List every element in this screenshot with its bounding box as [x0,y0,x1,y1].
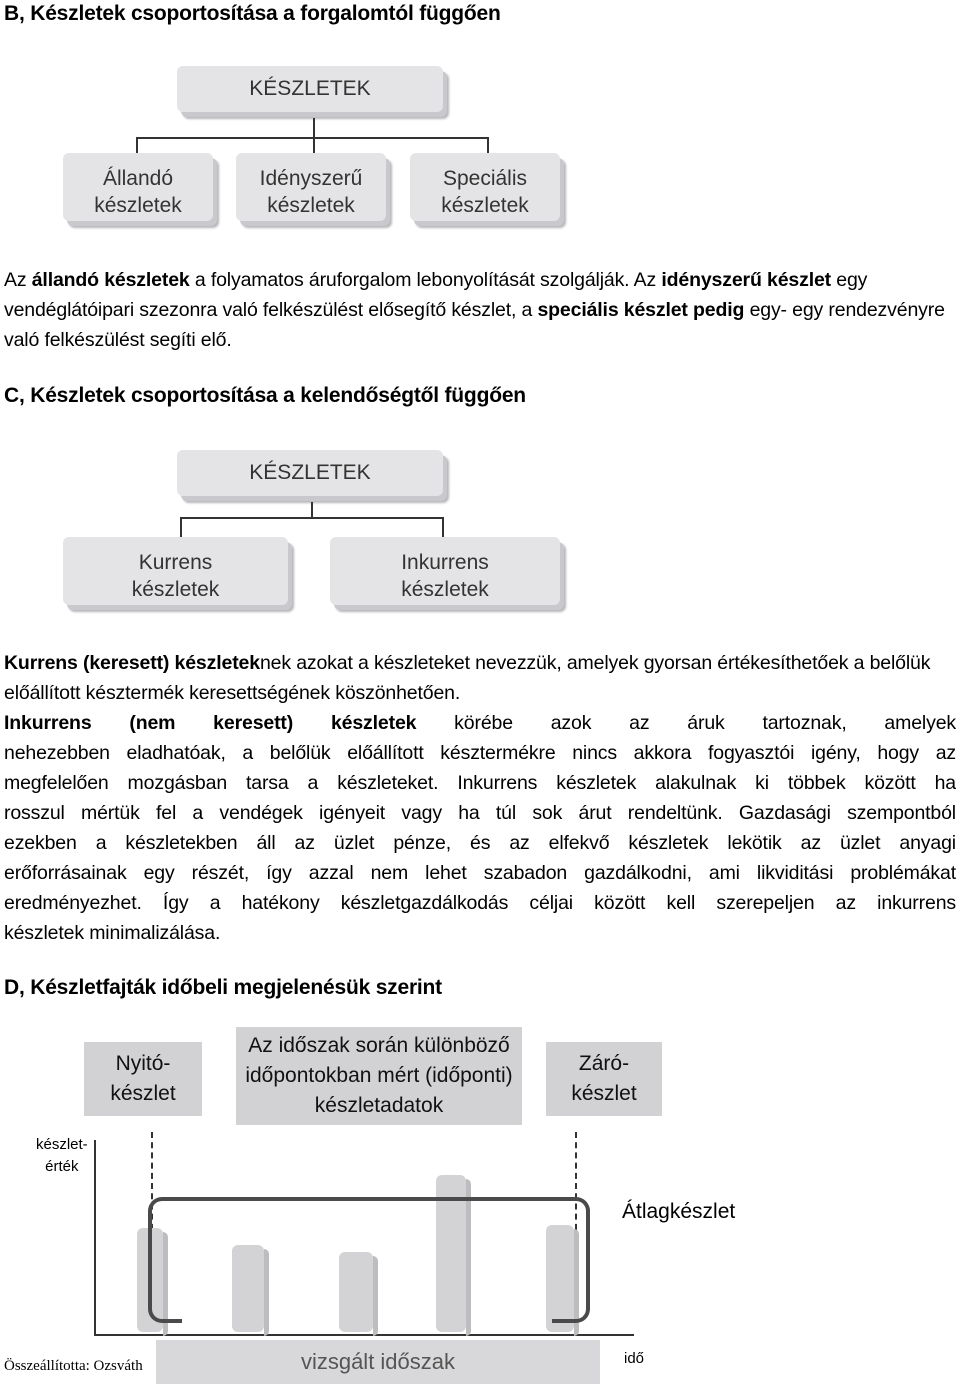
paragraph-text: egy vendéglátóipari szezonra való felkészülést elősegítő készlet, a [4,269,868,321]
box-line: Idényszerű [259,167,363,190]
x-axis-label: idő [624,1350,645,1367]
idenyszeru-box [236,153,386,221]
x-axis [94,1334,634,1336]
connector [180,517,182,537]
box-line: készletek [94,194,182,217]
kurrens-text: nek azokat a készleteket nevezzük, amelyek gyorsan értékesíthetőek a belőlük előállított késztermék keresettségének köszönhetően. [4,652,931,704]
zaro-keszlet-box [546,1042,662,1116]
box-line: készletek [441,194,529,217]
paragraph-text: Az [4,269,32,291]
label-line: érték [45,1158,79,1175]
period-box [156,1340,600,1384]
footer-author: Összeállította: Ozsváth [4,1358,143,1374]
section-c-heading: C, Készletek csoportosítása a kelendőségtől függően [4,384,526,407]
box-line: Nyitó- [115,1052,171,1075]
connector [180,517,444,519]
paragraph-text: a folyamatos áruforgalom lebonyolítását szolgálják. Az [189,269,662,291]
bold-term: idényszerű készlet [661,269,832,291]
paragraph-line: rosszul mértük fel a vendégek igényeit vagy ha túl sok árut rendeltünk. Gazdasági szempontból [4,802,956,824]
box-line: készlet [571,1082,637,1105]
kurrens-bold-term: Kurrens (keresett) készletek [4,652,260,674]
box-line: készletek [267,194,355,217]
box-line: Speciális [442,167,528,190]
connector [442,517,444,537]
box-line: Kurrens [138,551,213,574]
connector [136,137,488,139]
bold-term: állandó készletek [31,269,190,291]
allando-box [63,153,213,221]
idoponti-keszlet-box [236,1027,522,1125]
paragraph-line: erőforrásainak egy részét, így azzal nem lehet szabadon gazdálkodni, ami likviditási problémákat [4,862,956,884]
paragraph-line: megfelelően mozgásban tarsa a készleteket. Inkurrens készletek alakulnak ki többek között ha [4,772,956,794]
y-axis-label [36,1134,88,1178]
connector [313,118,315,138]
box-line: Inkurrens [401,551,489,574]
bold-term: speciális készlet pedig [537,299,745,321]
box-line: készletek [131,578,220,601]
root-box [177,66,443,112]
average-label: Átlagkészlet [622,1200,736,1223]
root-label: KÉSZLETEK [249,461,371,484]
box-line: Az időszak során különböző [248,1034,510,1057]
y-axis [94,1140,96,1335]
box-line: készletadatok [314,1094,444,1117]
average-bracket-right [552,1197,590,1323]
box-line: Állandó [102,167,174,190]
kurrens-paragraph [4,648,956,708]
label-line: készlet- [36,1136,88,1153]
section-b-heading: B, Készletek csoportosítása a forgalomtól függően [4,2,501,25]
paragraph-line: ezekben a készletekben áll az üzlet pénze, és az elfekvő készletek lekötik az üzlet anyagi [4,832,956,854]
stock-bar [339,1252,373,1332]
average-bracket-left [148,1197,182,1323]
kurrens-box [63,537,288,605]
paragraph-line: készletek minimalizálása. [4,922,221,944]
root-box [177,450,443,496]
box-line: készlet [110,1082,176,1105]
stock-bar [232,1245,264,1332]
connector [311,502,313,518]
inkurrens-box [330,537,560,605]
paragraph-line: nehezebben eladhatóak, a belőlük előállított késztermékre nincs akkora fogyasztói igény, hogy az [4,742,956,764]
root-label: KÉSZLETEK [249,77,371,100]
section-b-paragraph [4,265,956,355]
inkurrens-paragraph [4,708,956,948]
average-line [174,1197,554,1201]
box-line: időpontokban mért (időponti) [245,1064,513,1087]
period-label: vizsgált időszak [300,1349,456,1374]
inkurrens-bold-term: Inkurrens (nem keresett) készletek [4,712,417,734]
paragraph-line: körébe azok az áruk tartoznak, amelyek [416,712,956,734]
paragraph-text: egy- egy rendezvényre való felkészülést segíti elő. [4,299,945,351]
section-d-heading: D, Készletfajták időbeli megjelenésük szerint [4,976,442,999]
box-line: készletek [401,578,489,601]
box-line: Záró- [578,1052,630,1075]
paragraph-line: eredményezhet. Így a hatékony készletgazdálkodás céljai között kell szerepeljen az inkurrens [4,892,956,914]
nyito-keszlet-box [84,1042,202,1116]
specialis-box [410,153,560,221]
